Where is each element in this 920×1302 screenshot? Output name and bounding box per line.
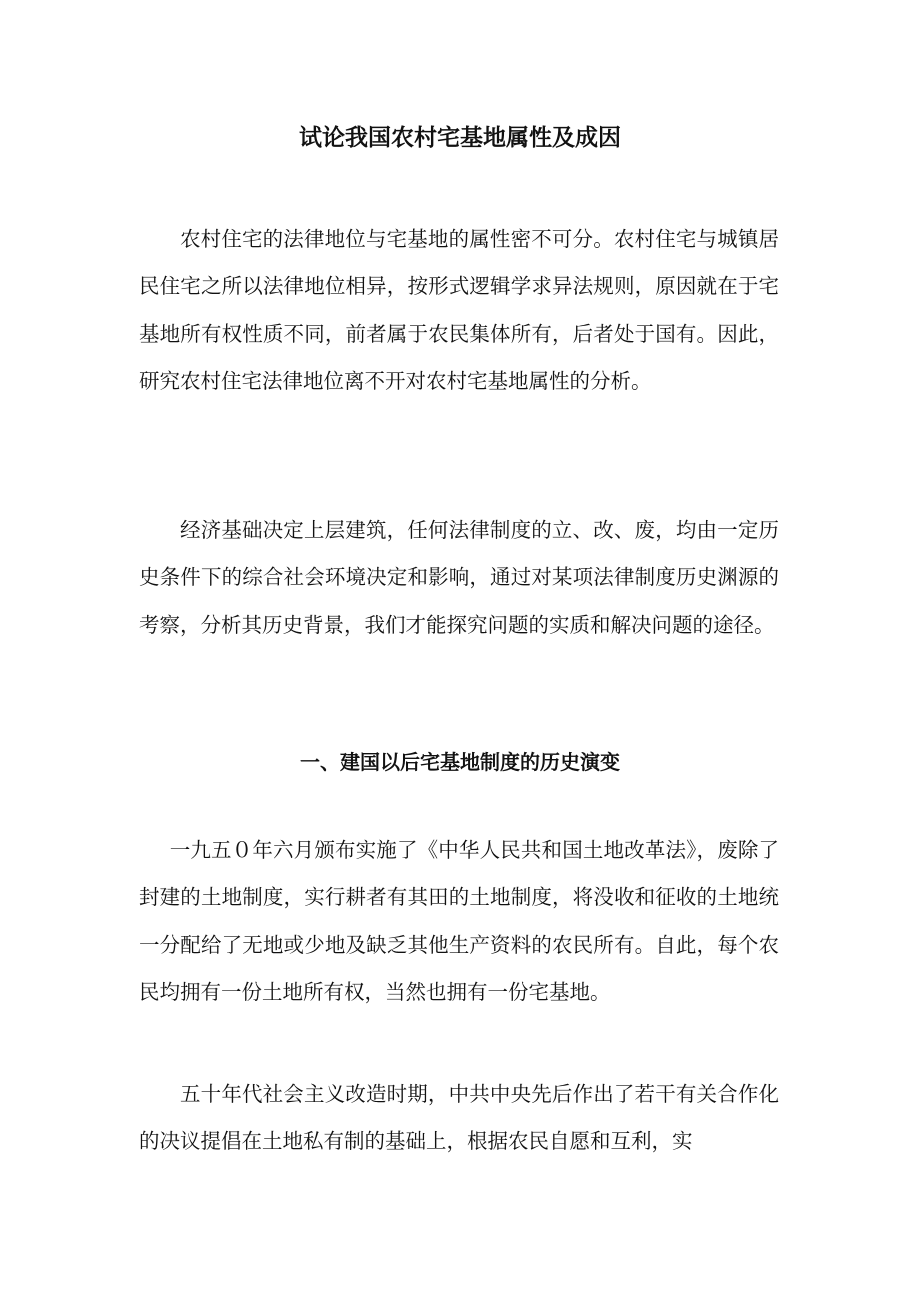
paragraph-intro: 农村住宅的法律地位与宅基地的属性密不可分。农村住宅与城镇居民住宅之所以法律地位相异，按形式逻辑学求异法规则，原因就在于宅基地所有权性质不同，前者属于农民集体所有，后者处于国有。因此，研究农村住宅法律地位离不开对农村宅基地属性的分析。 (139, 227, 779, 394)
document-title: 试论我国农村宅基地属性及成因 (299, 125, 621, 151)
paragraph-socialist-transformation: 五十年代社会主义改造时期，中共中央先后作出了若干有关合作化的决议提倡在土地私有制的基础上，根据农民自愿和互利，实 (139, 1082, 779, 1154)
paragraph-land-reform: 一九五０年六月颁布实施了《中华人民共和国土地改革法》，废除了封建的土地制度，实行耕者有其田的土地制度，将没收和征收的土地统一分配给了无地或少地及缺乏其他生产资料的农民所有。自此，每个农民均拥有一份土地所有权，当然也拥有一份宅基地。 (139, 838, 779, 1005)
section-heading: 一、建国以后宅基地制度的历史演变 (300, 750, 620, 774)
paragraph-economic-basis: 经济基础决定上层建筑，任何法律制度的立、改、废，均由一定历史条件下的综合社会环境决定和影响，通过对某项法律制度历史渊源的考察，分析其历史背景，我们才能探究问题的实质和解决问题的途径。 (139, 518, 779, 637)
